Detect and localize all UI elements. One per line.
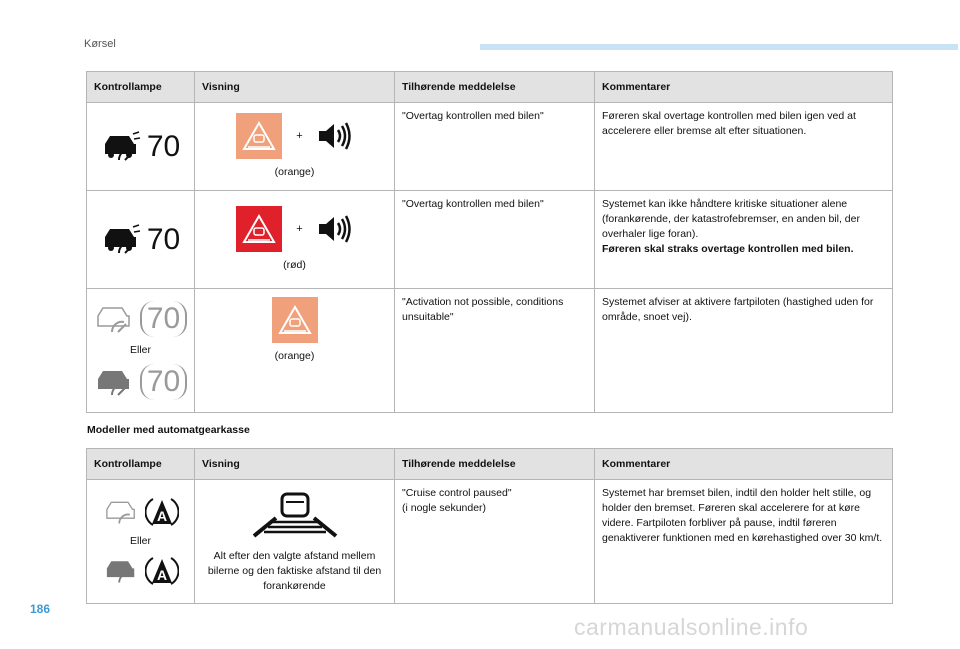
message-cell: "Overtag kontrollen med bilen": [395, 191, 595, 289]
warning-triangle-car-icon: [236, 206, 282, 252]
warning-triangle-car-icon: [272, 297, 318, 343]
speaker-icon: [317, 121, 353, 151]
comment-bold-text: Føreren skal straks overtage kontrollen med bilen.: [602, 243, 854, 255]
lamp-cell: [87, 191, 195, 289]
table-row: [87, 103, 893, 191]
col-header-comment: Kommentarer: [595, 72, 893, 103]
display-caption: (orange): [274, 350, 315, 362]
display-caption: (rød): [283, 259, 306, 271]
comment-cell: Systemet afviser at aktivere fartpiloten (hastighed uden for område, snoet vej).: [595, 289, 893, 413]
car-speedometer-icon: [101, 223, 141, 257]
table-row: [87, 191, 893, 289]
header-bar: [480, 44, 958, 50]
col-header-comment: Kommentarer: [595, 449, 893, 480]
lamp-cell: [87, 103, 195, 191]
display-cell: [195, 480, 395, 604]
or-label: Eller: [129, 344, 151, 356]
speaker-icon: [317, 214, 353, 244]
comment-cell: Systemet har bremset bilen, indtil den holder helt stille, og holder den bremset. Føreren skal accelerere for at køre videre. Fartpiloten forbliver på pause, indtil føreren genaktiverer funktionen med en kørehastighed over 30 km/t.: [595, 480, 893, 604]
display-caption: Alt efter den valgte afstand mellem bilerne og den faktiske afstand til den forankørende: [207, 549, 382, 592]
car-speedometer-icon: [94, 365, 134, 399]
subheading: Modeller med automatgearkasse: [87, 424, 250, 436]
message-line: "Cruise control paused": [402, 487, 512, 499]
table-row: [87, 480, 893, 604]
lamp-cell: [87, 480, 195, 604]
table-row: [87, 289, 893, 413]
car-speedometer-icon: [101, 130, 141, 164]
plus-sign: +: [296, 129, 303, 142]
table-header-row: [87, 449, 893, 480]
col-header-display: Visning: [195, 72, 395, 103]
col-header-lamp: Kontrollampe: [87, 72, 195, 103]
display-cell: [195, 289, 395, 413]
car-speedometer-icon: [103, 556, 139, 586]
col-header-message: Tilhørende meddelelse: [395, 449, 595, 480]
comment-cell: [595, 191, 893, 289]
watermark: carmanualsonline.info: [574, 614, 809, 640]
speed-number: 70: [140, 364, 187, 400]
svg-text:A: A: [156, 508, 167, 524]
comment-text: Systemet kan ikke håndtere kritiske situationer alene (forankørende, der katastrofebremser, en anden bil, der overhaler lige foran).: [602, 198, 860, 240]
auto-gearbox-table: [86, 448, 893, 604]
warning-table: [86, 71, 893, 413]
display-cell: [195, 191, 395, 289]
page-number: 186: [30, 602, 51, 616]
car-speedometer-outline-icon: [94, 302, 134, 336]
or-label: Eller: [129, 535, 151, 547]
message-cell: "Overtag kontrollen med bilen": [395, 103, 595, 191]
col-header-lamp: Kontrollampe: [87, 449, 195, 480]
col-header-display: Visning: [195, 449, 395, 480]
lamp-cell: [87, 289, 195, 413]
col-header-message: Tilhørende meddelelse: [395, 72, 595, 103]
message-cell: [395, 480, 595, 604]
svg-text:A: A: [156, 567, 167, 583]
car-speedometer-outline-icon: [103, 497, 139, 527]
auto-a-icon: [145, 555, 179, 587]
comment-cell: Føreren skal overtage kontrollen med bilen igen ved at accelerere eller bremse alt efter situationen.: [595, 103, 893, 191]
section-title: Kørsel: [84, 38, 116, 50]
message-line: (i nogle sekunder): [402, 502, 487, 514]
warning-triangle-car-icon: [236, 113, 282, 159]
display-caption: (orange): [274, 166, 315, 178]
lane-car-icon: [252, 490, 338, 538]
auto-a-icon: [145, 496, 179, 528]
speed-number: 70: [140, 301, 187, 337]
speed-number: 70: [146, 223, 181, 256]
display-cell: [195, 103, 395, 191]
speed-number: 70: [146, 130, 181, 163]
message-cell: "Activation not possible, conditions unsuitable": [395, 289, 595, 413]
table-header-row: [87, 72, 893, 103]
plus-sign: +: [296, 222, 303, 235]
